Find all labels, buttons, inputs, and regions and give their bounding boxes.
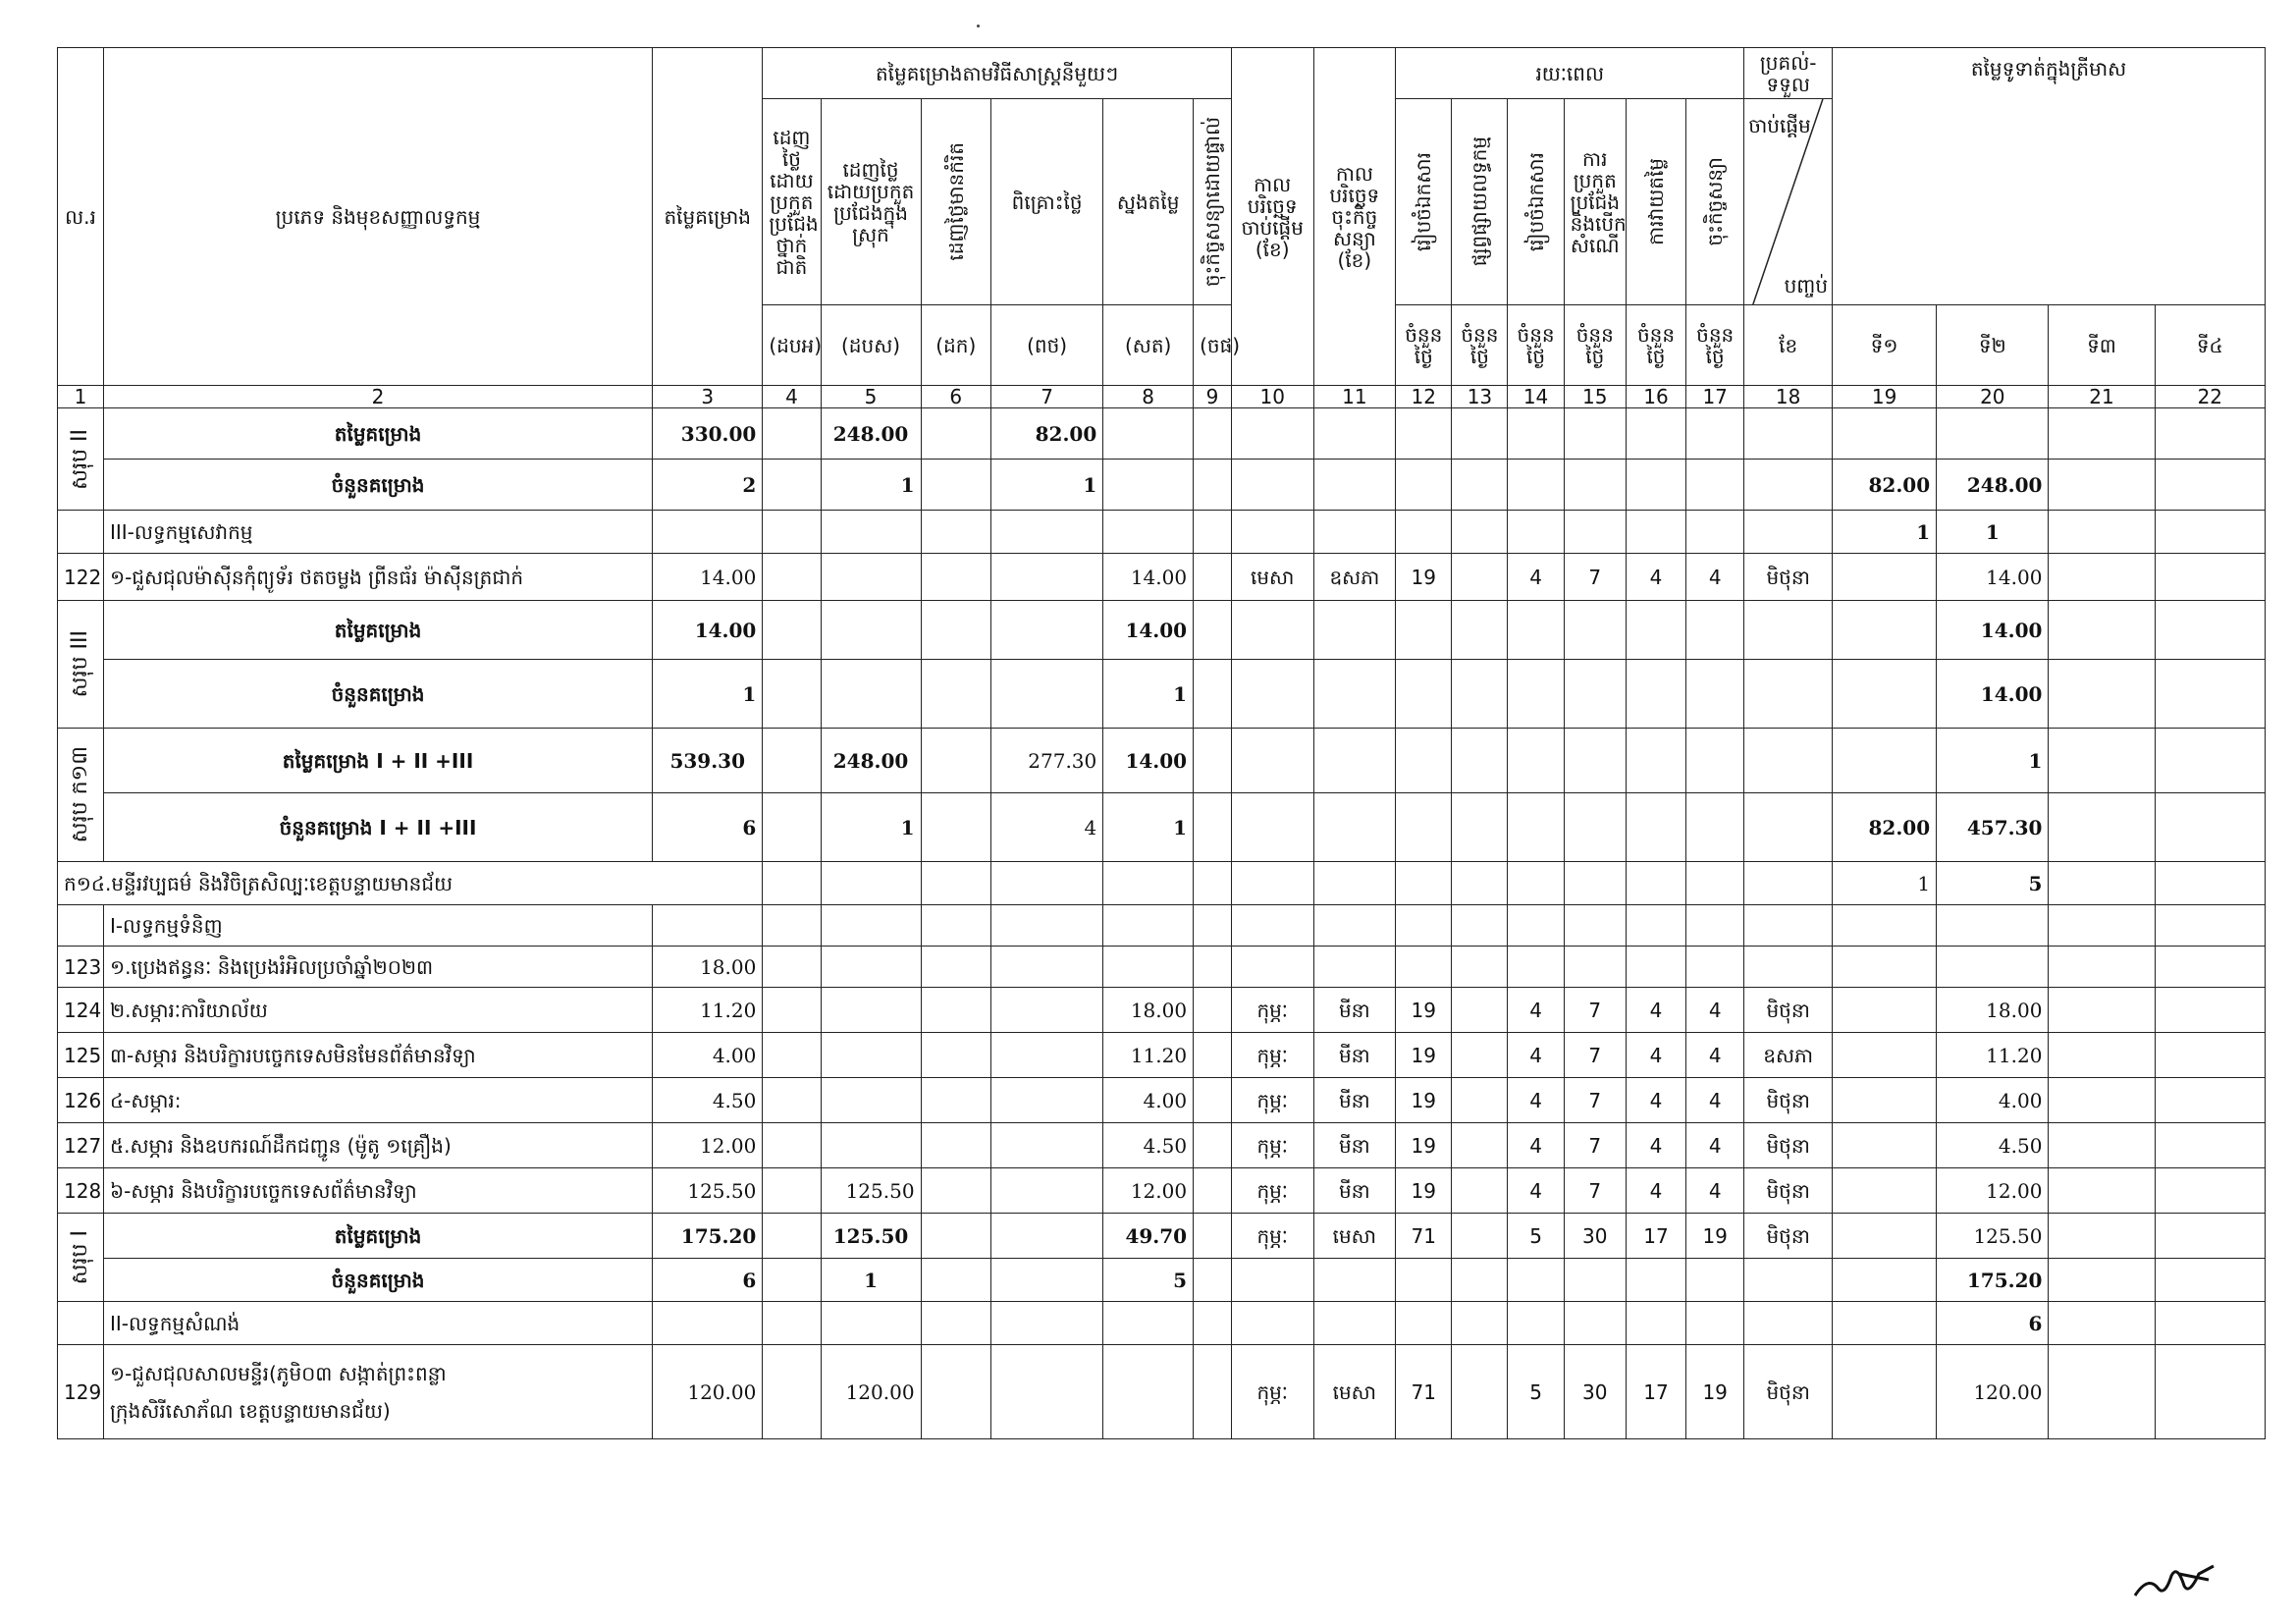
col-num: 18 [1744, 386, 1833, 408]
cell: មិថុនា [1744, 1168, 1833, 1214]
cell: 4 [1626, 1123, 1685, 1168]
duration-unit-1: ចំនួនថ្ងៃ [1396, 305, 1452, 386]
item-name: ២.សម្ភារៈការិយាល័យ [103, 988, 652, 1033]
table-row [58, 1033, 2266, 1078]
duration-3: រៀបចំឯកសារ [1508, 99, 1564, 305]
col-num: 20 [1937, 386, 2049, 408]
cell: 125.50 [821, 1168, 921, 1214]
cell: មិថុនា [1744, 1214, 1833, 1259]
cell: 5 [1508, 1214, 1564, 1259]
cell: កុម្ភៈ [1231, 1123, 1313, 1168]
cell: ឧសភា [1744, 1033, 1833, 1078]
cell: 5 [1508, 1345, 1564, 1439]
cell: 120.00 [653, 1345, 763, 1439]
table-row [58, 988, 2266, 1033]
cell: 4 [1686, 1123, 1744, 1168]
section-label: សរុប ក១៣ [58, 729, 104, 862]
column-number-row [58, 386, 2266, 408]
cell: 19 [1396, 554, 1452, 601]
category-label: II-លទ្ធកម្មសំណង់ [103, 1302, 652, 1345]
cell: 14.00 [1103, 601, 1194, 660]
scan-speck [977, 25, 980, 27]
cell: 5 [1937, 862, 2049, 905]
cell: 120.00 [1937, 1345, 2049, 1439]
cell: 14.00 [1103, 554, 1194, 601]
cell: កុម្ភៈ [1231, 1345, 1313, 1439]
cell: 1 [821, 793, 921, 862]
cell: 4 [1686, 1078, 1744, 1123]
cell: 7 [1564, 988, 1626, 1033]
cell: 12.00 [1103, 1168, 1194, 1214]
table-row [58, 793, 2266, 862]
department-title: ក១៤.មន្ទីរវប្បធម៌ និងវិចិត្រសិល្បៈខេត្តបន្ទាយមានជ័យ [58, 862, 763, 905]
header-type: ប្រភេទ និងមុខសញ្ញាលទ្ធកម្ម [103, 48, 652, 386]
quarter-2: ទី២ [1937, 305, 2049, 386]
cell: 4 [1686, 1033, 1744, 1078]
cell: 1 [821, 1259, 921, 1302]
table-row [58, 1123, 2266, 1168]
duration-6: ចុះកិច្ចសន្យា [1686, 99, 1744, 305]
duration-unit-2: ចំនួនថ្ងៃ [1452, 305, 1508, 386]
col-num: 9 [1194, 386, 1232, 408]
cell: 4 [1686, 1168, 1744, 1214]
cell: 4 [990, 793, 1102, 862]
duration-5: ការវាយតម្លៃ [1626, 99, 1685, 305]
cell: មិថុនា [1744, 1345, 1833, 1439]
table-row [58, 862, 2266, 905]
cell: 12.00 [1937, 1168, 2049, 1214]
cell: 4 [1626, 554, 1685, 601]
cell: 277.30 [990, 729, 1102, 793]
cell: 18.00 [1937, 988, 2049, 1033]
col-num: 4 [763, 386, 821, 408]
cell: 4.50 [1103, 1123, 1194, 1168]
method-code-6: (ចផ) [1194, 305, 1232, 386]
cell: 1 [990, 460, 1102, 511]
cell: 125.50 [821, 1214, 921, 1259]
header-receive-group: ប្រគល់-ទទួល [1744, 48, 1833, 99]
cell: កុម្ភៈ [1231, 1078, 1313, 1123]
cell: 4.00 [1937, 1078, 2049, 1123]
cell: 120.00 [821, 1345, 921, 1439]
col-num: 5 [821, 386, 921, 408]
receive-end: បញ្ចប់ [1784, 274, 1829, 298]
row-label: ចំនួនគម្រោង [103, 1259, 652, 1302]
cell: 30 [1564, 1345, 1626, 1439]
cell: 175.20 [1937, 1259, 2049, 1302]
cell: 4 [1508, 1123, 1564, 1168]
row-number: 126 [58, 1078, 104, 1123]
duration-unit-4: ចំនួនថ្ងៃ [1564, 305, 1626, 386]
cell: 4.00 [1103, 1078, 1194, 1123]
cell: មេសា [1313, 1345, 1396, 1439]
cell: មេសា [1313, 1214, 1396, 1259]
cell: 4 [1626, 1168, 1685, 1214]
quarter-1: ទី១ [1833, 305, 1937, 386]
table-row [58, 1214, 2266, 1259]
cell: កុម្ភៈ [1231, 1214, 1313, 1259]
method-1: ដេញថ្លៃដោយប្រកួតប្រជែងថ្នាក់ជាតិ [763, 99, 821, 305]
quarter-3: ទី៣ [2049, 305, 2155, 386]
col-num: 6 [921, 386, 990, 408]
cell: 4 [1508, 1168, 1564, 1214]
cell: 248.00 [1937, 460, 2049, 511]
table-row [58, 1168, 2266, 1214]
cell: 457.30 [1937, 793, 2049, 862]
table-row [58, 947, 2266, 988]
item-name: ១-ជួសជុលម៉ាស៊ីនកុំព្យូទ័រ ថតចម្លង ព្រីនធ័រ ម៉ាស៊ីនត្រជាក់ [103, 554, 652, 601]
cell: 1 [1833, 862, 1937, 905]
row-number: 128 [58, 1168, 104, 1214]
cell: 18.00 [653, 947, 763, 988]
cell: 4 [1508, 554, 1564, 601]
cell: 4 [1508, 1078, 1564, 1123]
duration-unit-6: ចំនួនថ្ងៃ [1686, 305, 1744, 386]
cell: 30 [1564, 1214, 1626, 1259]
cell: 14.00 [1937, 601, 2049, 660]
duration-2: ផ្សព្វផ្សាយលទ្ធកម្ម [1452, 99, 1508, 305]
header-estimate: តម្លៃគម្រោង [653, 48, 763, 386]
item-name: ៤-សម្ភារ: [103, 1078, 652, 1123]
table-row [58, 729, 2266, 793]
table-row [58, 1078, 2266, 1123]
table-row [58, 1302, 2266, 1345]
cell: 248.00 [821, 408, 921, 460]
cell: 330.00 [653, 408, 763, 460]
duration-unit-3: ចំនួនថ្ងៃ [1508, 305, 1564, 386]
col-num: 10 [1231, 386, 1313, 408]
header-start: កាលបរិច្ឆេទចាប់ផ្តើម (ខែ) [1231, 48, 1313, 386]
section-label: សរុប I [58, 1214, 104, 1302]
cell: 49.70 [1103, 1214, 1194, 1259]
method-5: ស្នងតម្លៃ [1103, 99, 1194, 305]
table-row [58, 660, 2266, 729]
quarter-4: ទី៤ [2155, 305, 2265, 386]
header-methods-group: តម្លៃគម្រោងតាមវិធីសាស្ត្រនីមួយៗ [763, 48, 1232, 99]
col-num: 22 [2155, 386, 2265, 408]
row-label: ចំនួនគម្រោង [103, 460, 652, 511]
cell: 11.20 [653, 988, 763, 1033]
col-num: 2 [103, 386, 652, 408]
col-num: 12 [1396, 386, 1452, 408]
cell: 7 [1564, 1078, 1626, 1123]
cell: 17 [1626, 1214, 1685, 1259]
header-duration-group: រយៈពេល [1396, 48, 1744, 99]
col-num: 7 [990, 386, 1102, 408]
col-num: 19 [1833, 386, 1937, 408]
cell: 11.20 [1103, 1033, 1194, 1078]
cell: 539.30 [653, 729, 763, 793]
row-number: 129 [58, 1345, 104, 1439]
cell: មីនា [1313, 1033, 1396, 1078]
receive-unit: ខែ [1744, 305, 1833, 386]
item-name [103, 1345, 652, 1439]
procurement-plan-table [57, 47, 2266, 1439]
cell: មីនា [1313, 1168, 1396, 1214]
col-num: 8 [1103, 386, 1194, 408]
cell: 4 [1686, 554, 1744, 601]
cell: កុម្ភៈ [1231, 1168, 1313, 1214]
table-row [58, 1259, 2266, 1302]
category-label: III-លទ្ធកម្មសេវាកម្ម [103, 511, 652, 554]
cell: មិថុនា [1744, 988, 1833, 1033]
method-2: ដេញថ្លៃដោយប្រកួតប្រជែងក្នុងស្រុក [821, 99, 921, 305]
table-row [58, 1345, 2266, 1439]
cell: 1 [1937, 729, 2049, 793]
table-row [58, 905, 2266, 947]
cell: 1 [1937, 511, 2049, 554]
item-name-line-1: ១-ជួសជុលសាលមន្ទីរ(ភូមិ០៣ សង្កាត់ព្រះពន្លា [109, 1361, 447, 1385]
table-row [58, 460, 2266, 511]
cell: 7 [1564, 1033, 1626, 1078]
cell: 82.00 [1833, 460, 1937, 511]
header-pay-group: តម្លៃទូទាត់ក្នុងត្រីមាស [1833, 48, 2266, 305]
table-row [58, 511, 2266, 554]
cell: 19 [1396, 1168, 1452, 1214]
cell: មីនា [1313, 1123, 1396, 1168]
handwritten-initials [2130, 1546, 2218, 1605]
cell: 4 [1626, 1033, 1685, 1078]
cell: មេសា [1231, 554, 1313, 601]
cell: 175.20 [653, 1214, 763, 1259]
cell: 14.00 [653, 554, 763, 601]
cell: 125.50 [653, 1168, 763, 1214]
row-label: តម្លៃគម្រោង [103, 1214, 652, 1259]
row-label: ចំនួនគម្រោង I + II +III [103, 793, 652, 862]
row-number: 127 [58, 1123, 104, 1168]
receive-start-end [1744, 99, 1833, 305]
cell: 82.00 [990, 408, 1102, 460]
cell: 14.00 [1937, 554, 2049, 601]
method-4: ពិគ្រោះថ្លៃ [990, 99, 1102, 305]
cell: 7 [1564, 1168, 1626, 1214]
header-contract: កាលបរិច្ឆេទចុះកិច្ចសន្យា (ខែ) [1313, 48, 1396, 386]
method-code-2: (ដបស) [821, 305, 921, 386]
cell: 7 [1564, 554, 1626, 601]
cell: ឧសភា [1313, 554, 1396, 601]
cell: 1 [1103, 660, 1194, 729]
cell: 4.00 [653, 1033, 763, 1078]
col-num: 17 [1686, 386, 1744, 408]
method-code-1: (ដបអ) [763, 305, 821, 386]
cell: 19 [1396, 1033, 1452, 1078]
cell: 4 [1508, 1033, 1564, 1078]
cell: 12.00 [653, 1123, 763, 1168]
cell: 248.00 [821, 729, 921, 793]
method-code-5: (សត) [1103, 305, 1194, 386]
cell: 4.50 [653, 1078, 763, 1123]
row-number: 125 [58, 1033, 104, 1078]
cell: មីនា [1313, 1078, 1396, 1123]
cell: 71 [1396, 1214, 1452, 1259]
cell: 19 [1396, 1123, 1452, 1168]
cell: 17 [1626, 1345, 1685, 1439]
cell: កុម្ភៈ [1231, 988, 1313, 1033]
method-code-4: (ពថ) [990, 305, 1102, 386]
receive-start: ចាប់ផ្តើម [1748, 114, 1811, 137]
cell: 4 [1686, 988, 1744, 1033]
method-6: ចុះកិច្ចសន្យាដោយផ្ទាល់ [1194, 99, 1232, 305]
header-no: ល.រ [58, 48, 104, 386]
cell: 4 [1626, 988, 1685, 1033]
section-label: សរុប II [58, 408, 104, 511]
cell: 19 [1686, 1345, 1744, 1439]
cell: 1 [821, 460, 921, 511]
col-num: 11 [1313, 386, 1396, 408]
cell: មីនា [1313, 988, 1396, 1033]
item-name: ៣-សម្ភារ និងបរិក្ខារបច្ចេកទេសមិនមែនព័ត៌មានវិទ្យា [103, 1033, 652, 1078]
cell: 19 [1396, 1078, 1452, 1123]
cell: 14.00 [1937, 660, 2049, 729]
col-num: 21 [2049, 386, 2155, 408]
cell: 6 [653, 793, 763, 862]
cell: 19 [1686, 1214, 1744, 1259]
cell: 2 [653, 460, 763, 511]
cell: 71 [1396, 1345, 1452, 1439]
col-num: 3 [653, 386, 763, 408]
method-code-3: (ដក) [921, 305, 990, 386]
cell: 14.00 [653, 601, 763, 660]
col-num: 13 [1452, 386, 1508, 408]
cell: កុម្ភៈ [1231, 1033, 1313, 1078]
cell: 6 [653, 1259, 763, 1302]
cell: 5 [1103, 1259, 1194, 1302]
item-name: ៥.សម្ភារ និងឧបករណ៍ដឹកជញ្ជូន (ម៉ូតូ ១គ្រឿង) [103, 1123, 652, 1168]
cell: 4 [1626, 1078, 1685, 1123]
duration-4: ការប្រកួតប្រជែងនិងបើកសំណើ [1564, 99, 1626, 305]
duration-1: រៀបចំឯកសារ [1396, 99, 1452, 305]
row-label: តម្លៃគម្រោង I + II +III [103, 729, 652, 793]
method-3: ដេញថ្លៃមានកំរិត [921, 99, 990, 305]
row-number: 124 [58, 988, 104, 1033]
row-label: ចំនួនគម្រោង [103, 660, 652, 729]
cell: 1 [1103, 793, 1194, 862]
category-label: I-លទ្ធកម្មទំនិញ [103, 905, 652, 947]
cell: 18.00 [1103, 988, 1194, 1033]
row-label: តម្លៃគម្រោង [103, 408, 652, 460]
cell: 1 [1833, 511, 1937, 554]
section-label: សរុប III [58, 601, 104, 729]
cell: 7 [1564, 1123, 1626, 1168]
table-row [58, 601, 2266, 660]
col-num: 16 [1626, 386, 1685, 408]
cell: 1 [653, 660, 763, 729]
item-name: ១.ប្រេងឥន្ធនៈ និងប្រេងរំអិលប្រចាំឆ្នាំ២០២៣ [103, 947, 652, 988]
cell: 4.50 [1937, 1123, 2049, 1168]
cell: 11.20 [1937, 1033, 2049, 1078]
cell: 14.00 [1103, 729, 1194, 793]
item-name: ៦-សម្ភារ និងបរិក្ខារបច្ចេកទេសព័ត៌មានវិទ្យា [103, 1168, 652, 1214]
col-num: 1 [58, 386, 104, 408]
cell: មិថុនា [1744, 1123, 1833, 1168]
cell: 6 [1937, 1302, 2049, 1345]
table-row [58, 408, 2266, 460]
cell: 82.00 [1833, 793, 1937, 862]
cell: 19 [1396, 988, 1452, 1033]
table-row [58, 554, 2266, 601]
col-num: 14 [1508, 386, 1564, 408]
cell: មិថុនា [1744, 554, 1833, 601]
cell: 4 [1508, 988, 1564, 1033]
cell: មិថុនា [1744, 1078, 1833, 1123]
row-number: 123 [58, 947, 104, 988]
duration-unit-5: ចំនួនថ្ងៃ [1626, 305, 1685, 386]
row-number: 122 [58, 554, 104, 601]
item-name-line-2: ក្រុងសិរីសោភ័ណ ខេត្តបន្ទាយមានជ័យ) [109, 1398, 391, 1423]
col-num: 15 [1564, 386, 1626, 408]
row-label: តម្លៃគម្រោង [103, 601, 652, 660]
cell: 125.50 [1937, 1214, 2049, 1259]
